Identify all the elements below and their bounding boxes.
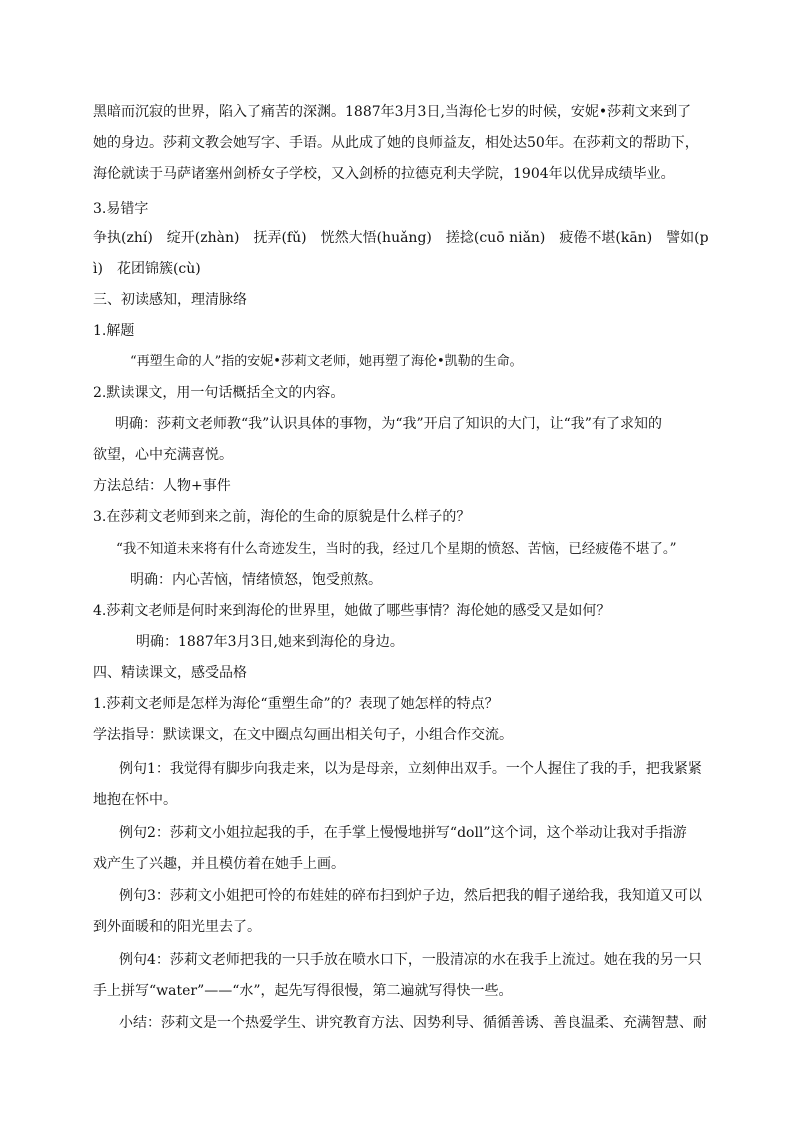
section-heading: 1.解题: [93, 323, 135, 339]
question-line: 4.莎莉文老师是何时来到海伦的世界里，她做了哪些事情？海伦她的感受又是如何？: [93, 603, 611, 619]
section-heading: 四、精读课文，感受品格: [93, 665, 247, 681]
text-line: 欲望，心中充满喜悦。: [93, 447, 233, 463]
quote-line: “我不知道未来将有什么奇迹发生，当时的我，经过几个星期的愤怒、苦恼，已经疲倦不堪了。”: [116, 541, 677, 557]
text-line: 地抱在怀中。: [93, 792, 177, 808]
text-line: 例句2：莎莉文小姐拉起我的手，在手掌上慢慢地拼写“doll”这个词，这个举动让我对手指游: [119, 825, 687, 841]
text-line: 例句3：莎莉文小姐把可怜的布娃娃的碎布扫到炉子边，然后把我的帽子递给我，我知道又可以: [119, 888, 702, 904]
text-line: 例句1：我觉得有脚步向我走来，以为是母亲，立刻伸出双手。一个人握住了我的手，把我紧紧: [119, 761, 702, 777]
text-line: 到外面暖和的阳光里去了。: [93, 919, 261, 935]
text-line: 明确：1887年3月3日,她来到海伦的身边。: [136, 634, 404, 650]
text-line: 学法指导：默读课文，在文中圈点勾画出相关句子，小组合作交流。: [93, 727, 513, 743]
text-line: 方法总结：人物+事件: [93, 478, 231, 494]
text-line: ì) 花团锦簇(cù): [93, 261, 201, 277]
question-line: 1.莎莉文老师是怎样为海伦“重塑生命”的？表现了她怎样的特点？: [93, 696, 499, 712]
text-line: 明确：莎莉文老师教“我”认识具体的事物，为“我”开启了知识的大门，让“我”有了求知的: [115, 416, 662, 432]
question-line: 2.默读课文，用一句话概括全文的内容。: [93, 385, 345, 401]
text-line: 戏产生了兴趣，并且模仿着在她手上画。: [93, 856, 345, 872]
text-line: 手上拼写“water”——“水”，起先写得很慢，第二遍就写得快一些。: [93, 983, 513, 999]
text-line: 小结：莎莉文是一个热爱学生、讲究教育方法、因势利导、循循善诱、善良温柔、充满智慧、耐: [119, 1015, 707, 1031]
text-line: 例句4：莎莉文老师把我的一只手放在喷水口下，一股清凉的水在我手上流过。她在我的另一只: [119, 952, 702, 968]
text-line: 黑暗而沉寂的世界，陷入了痛苦的深渊。1887年3月3日,当海伦七岁的时候，安妮•莎莉文来到了: [93, 104, 692, 120]
section-heading: 3.易错字: [93, 201, 149, 217]
text-line: 海伦就读于马萨诸塞州剑桥女子学校，又入剑桥的拉德克利夫学院，1904年以优异成绩毕业。: [93, 166, 675, 182]
text-line: 明确：内心苦恼，情绪愤怒，饱受煎熬。: [130, 572, 382, 588]
text-line: 她的身边。莎莉文教会她写字、手语。从此成了她的良师益友，相处达50年。在莎莉文的帮助下，: [93, 135, 699, 151]
section-heading: 三、初读感知，理清脉络: [93, 292, 247, 308]
text-line: 争执(zhí) 绽开(zhàn) 抚弄(fǔ) 恍然大悟(huǎng) 搓捻(cuō niǎn) 疲倦不堪(kān) 譬如(p: [93, 230, 709, 246]
text-line: “再塑生命的人”指的安妮•莎莉文老师，她再塑了海伦•凯勒的生命。: [130, 354, 523, 369]
question-line: 3.在莎莉文老师到来之前，海伦的生命的原貌是什么样子的？: [93, 509, 471, 525]
